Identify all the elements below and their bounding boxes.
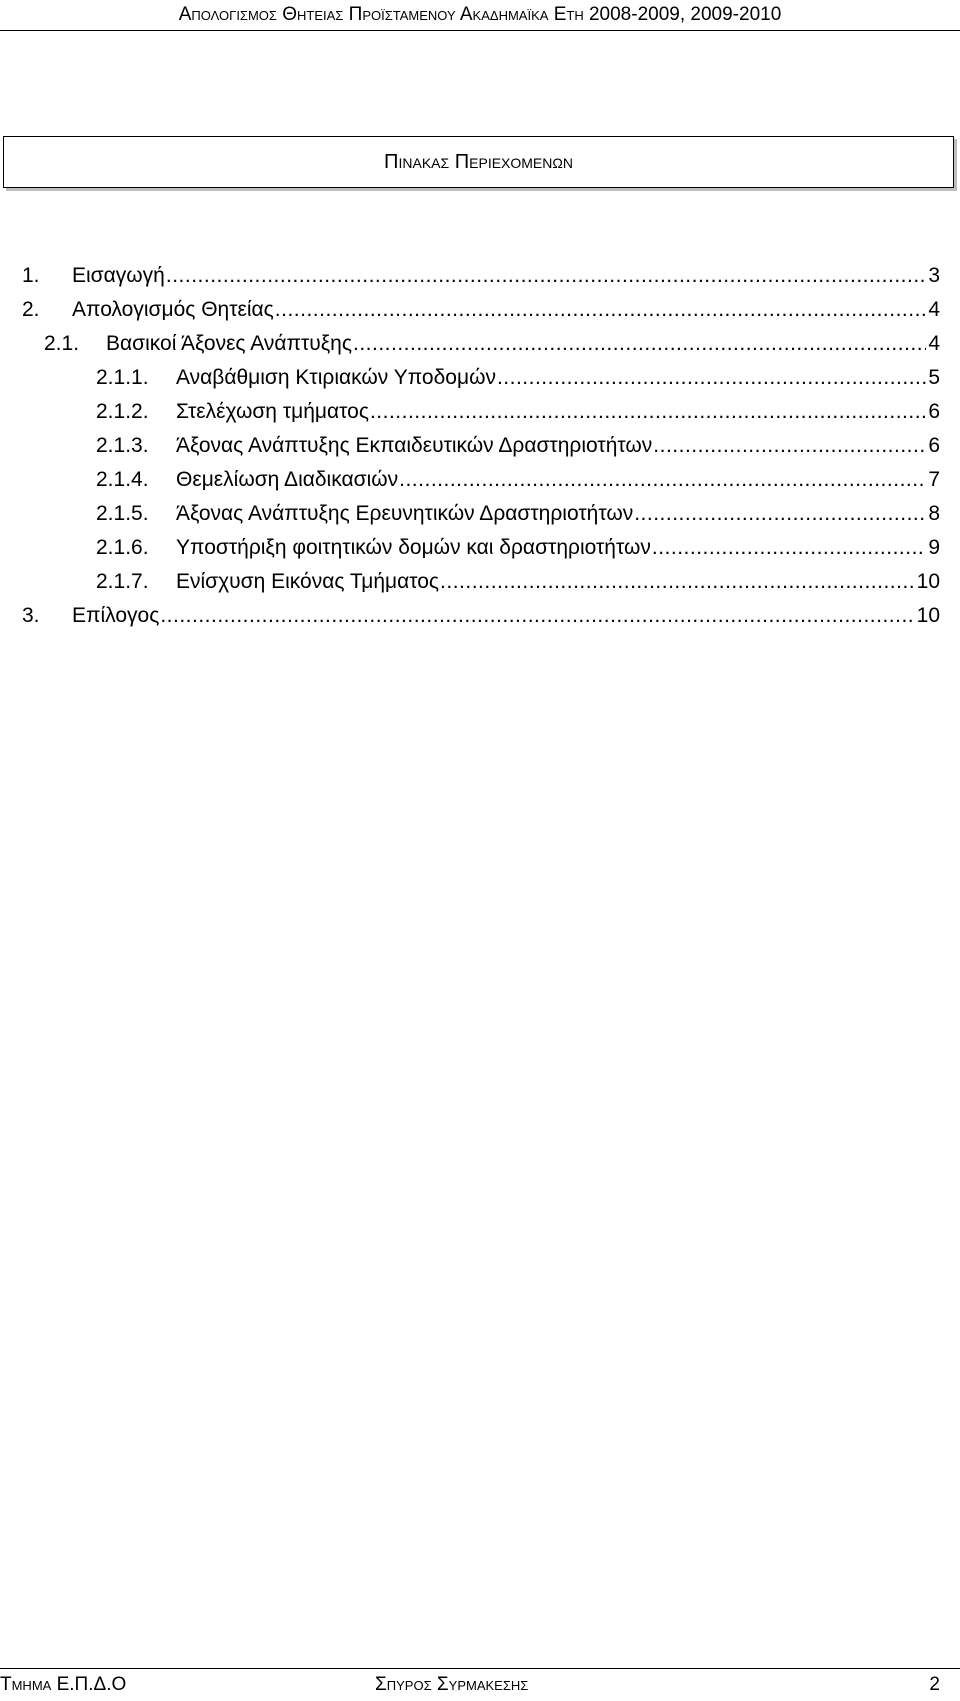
toc-entry-title: Επίλογος (72, 604, 160, 627)
page-header (0, 2, 960, 30)
footer-page-number: 2 (929, 1674, 940, 1695)
toc-entry[interactable] (96, 430, 940, 462)
toc-entry-number: 2.1.2. (96, 400, 149, 423)
toc-entry-number: 2. (22, 298, 40, 321)
toc-entry-page: 4 (928, 298, 940, 321)
toc-dot-leader (275, 294, 927, 326)
toc-entry-page: 9 (928, 536, 940, 559)
toc-entry[interactable] (96, 532, 940, 564)
header-title: Απολογισμος Θητειας Προϊσταμενου Ακαδημαϊκα Ετη 2008-2009, 2009-2010 (178, 4, 782, 25)
toc-entry-title: Αναβάθμιση Κτιριακών Υποδομών (176, 366, 496, 389)
toc-entry-page: 10 (916, 604, 940, 627)
toc-entry-page: 6 (928, 400, 940, 423)
toc-entry-number: 2.1.7. (96, 570, 149, 593)
toc-entry-number: 2.1.5. (96, 502, 149, 525)
footer-department: Τμημα Ε.Π.Δ.Ο (0, 1674, 127, 1695)
toc-entry-title: Απολογισμός Θητείας (72, 298, 274, 321)
toc-entry-page: 4 (928, 332, 940, 355)
toc-entry-number: 2.1.3. (96, 434, 149, 457)
toc-title: Πινακας Περιεχομενων (384, 151, 573, 173)
toc-entry[interactable] (22, 260, 940, 292)
toc-dot-leader (166, 260, 926, 292)
toc-entry[interactable] (96, 566, 940, 598)
toc-entry-page: 5 (928, 366, 940, 389)
toc-dot-leader (370, 396, 926, 428)
toc-entry-title: Άξονας Ανάπτυξης Ερευνητικών Δραστηριοτήτων (176, 502, 634, 525)
toc-entry-page: 6 (928, 434, 940, 457)
toc-entry-number: 3. (22, 604, 40, 627)
footer-divider (0, 1668, 960, 1669)
toc-entry-page: 10 (916, 570, 940, 593)
toc-entry[interactable] (44, 328, 940, 360)
toc-entry-title: Άξονας Ανάπτυξης Εκπαιδευτικών Δραστηριοτήτων (176, 434, 653, 457)
toc-entry-number: 2.1.6. (96, 536, 149, 559)
toc-entry[interactable] (96, 362, 940, 394)
toc-dot-leader (399, 464, 926, 496)
toc-dot-leader (353, 328, 926, 360)
toc-entry-page: 3 (928, 264, 940, 287)
toc-entry[interactable] (96, 396, 940, 428)
toc-entry-title: Εισαγωγή (72, 264, 165, 287)
toc-dot-leader (497, 362, 926, 394)
footer-author: Σπυρος Συρμακεσης (375, 1674, 529, 1695)
toc-entry-title: Ενίσχυση Εικόνας Τμήματος (176, 570, 440, 593)
page-footer (0, 1672, 940, 1700)
header-divider (0, 30, 960, 31)
toc-entry-title: Θεμελίωση Διαδικασιών (176, 468, 399, 491)
toc-dot-leader (653, 430, 926, 462)
toc-dot-leader (440, 566, 915, 598)
toc-entry-number: 2.1.1. (96, 366, 149, 389)
toc-entry-number: 1. (22, 264, 40, 287)
toc-dot-leader (160, 600, 914, 632)
toc-entry-title: Υποστήριξη φοιτητικών δομών και δραστηριοτήτων (176, 536, 651, 559)
toc-entry-title: Στελέχωση τμήματος (176, 400, 369, 423)
toc-dot-leader (634, 498, 926, 530)
toc-entry-number: 2.1.4. (96, 468, 149, 491)
toc-entry-page: 8 (928, 502, 940, 525)
toc-entry[interactable] (22, 294, 940, 326)
toc-dot-leader (652, 532, 926, 564)
toc-entry-page: 7 (928, 468, 940, 491)
toc-entry-title: Βασικοί Άξονες Ανάπτυξης (106, 332, 352, 355)
toc-title-box (3, 136, 954, 188)
toc-entry-number: 2.1. (44, 332, 80, 355)
toc-entry[interactable] (96, 464, 940, 496)
toc-entry[interactable] (96, 498, 940, 530)
toc-entry[interactable] (22, 600, 940, 632)
